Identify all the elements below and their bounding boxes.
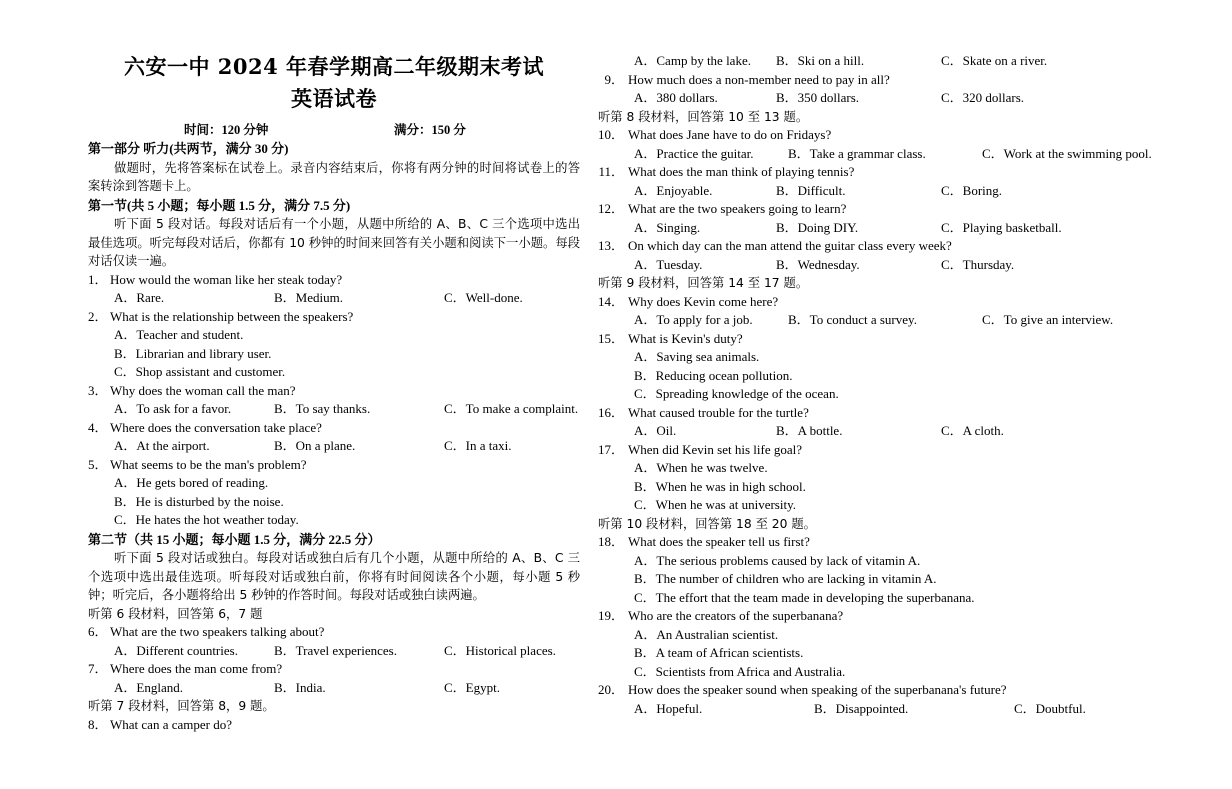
- section-2-instructions: 听下面 5 段对话或独白。每段对话或独白后有几个小题，从题中所给的 A、B、C 三个选项中选出最佳选项。听每段对话或独白前，你将有时间阅读各个小题，每小题 5 秒钟；听完后，各小题将给出 5 秒钟的作答时间。每段对话或独白读两遍。: [88, 551, 580, 602]
- question-stem: Why does Kevin come here?: [628, 293, 779, 309]
- listening-cue-material-6: 听第 6 段材料，回答第 6，7 题: [88, 606, 263, 621]
- question-option[interactable]: A．Tuesday.: [634, 256, 703, 272]
- question-option[interactable]: B．Travel experiences.: [274, 642, 397, 658]
- option-text: C．Shop assistant and customer.: [114, 364, 286, 379]
- question-option[interactable]: A．Oil.: [634, 423, 677, 438]
- question-option[interactable]: A．To apply for a job.: [634, 312, 753, 327]
- question-number: 12．: [598, 201, 625, 216]
- question-option[interactable]: B．Wednesday.: [776, 256, 860, 272]
- exam-total-score: 满分：150 分: [394, 123, 466, 137]
- title-block: [88, 0, 580, 114]
- question-option[interactable]: B．Disappointed.: [814, 700, 909, 716]
- questions-6-7: [88, 623, 580, 697]
- part-1-heading: 第一部分 听力(共两节，满分 30 分): [88, 141, 289, 156]
- question-option[interactable]: B．India.: [274, 679, 326, 695]
- question-option[interactable]: A．380 dollars.: [634, 90, 718, 105]
- option-text: A．The serious problems caused by lack of vitamin A.: [634, 552, 921, 568]
- question-number: 18．: [598, 534, 625, 549]
- question-option[interactable]: [598, 589, 1146, 608]
- questions-14-17: [598, 293, 1146, 515]
- question-row: [598, 293, 1146, 312]
- question-option[interactable]: [88, 474, 580, 493]
- question-option[interactable]: B．350 dollars.: [776, 90, 860, 105]
- question-option[interactable]: [598, 367, 1146, 386]
- question-number: 6．: [88, 624, 108, 639]
- option-text: A．When he was twelve.: [634, 460, 768, 475]
- question-options-row: [88, 679, 580, 698]
- listening-cue-material-7: 听第 7 段材料，回答第 8，9 题。: [88, 699, 275, 713]
- question-stem: How much does a non-member need to pay in all?: [628, 71, 890, 87]
- question-option[interactable]: C．Thursday.: [941, 256, 1015, 272]
- section-1-heading: 第一节(共 5 小题；每小题 1.5 分，满分 7.5 分): [88, 197, 351, 213]
- option-text: B．When he was in high school.: [634, 478, 806, 494]
- question-stem: What are the two speakers talking about?: [110, 624, 325, 639]
- question-stem: How does the speaker sound when speaking of the superbanana's future?: [628, 682, 1007, 697]
- question-8-options: [598, 52, 1146, 71]
- question-option[interactable]: C．Work at the swimming pool.: [982, 145, 1152, 161]
- right-column: [598, 0, 1152, 718]
- questions-1-5: [88, 271, 580, 530]
- question-option[interactable]: [88, 511, 580, 530]
- question-stem: On which day can the man attend the guitar class every week?: [628, 238, 952, 253]
- listening-cue-material-10: 听第 10 段材料，回答第 18 至 20 题。: [598, 516, 816, 531]
- question-row: [598, 404, 1146, 423]
- question-options-row: [598, 311, 1146, 330]
- question-row: [598, 163, 1146, 182]
- question-option[interactable]: [598, 478, 1146, 497]
- question-number: 4．: [88, 419, 108, 435]
- question-stem: What is the relationship between the speakers?: [110, 308, 354, 324]
- option-text: C．He hates the hot weather today.: [114, 512, 299, 527]
- question-row: [88, 623, 580, 642]
- question-8-stem: [88, 716, 580, 735]
- question-row: [88, 456, 580, 475]
- question-options-row: [88, 400, 580, 419]
- question-option[interactable]: [598, 626, 1146, 645]
- question-option[interactable]: B．To conduct a survey.: [788, 312, 917, 327]
- option-text: B．A team of African scientists.: [634, 645, 804, 660]
- question-option[interactable]: C．Skate on a river.: [941, 53, 1048, 68]
- question-number: 2．: [88, 308, 108, 324]
- question-number: 17．: [598, 441, 625, 457]
- question-option[interactable]: B．On a plane.: [274, 438, 356, 453]
- question-options-row: [598, 145, 1152, 164]
- question-row: [598, 126, 1146, 145]
- question-number: 11．: [598, 164, 624, 179]
- question-number: 5．: [88, 456, 108, 472]
- questions-18-20: [598, 533, 1146, 718]
- question-number: 14．: [598, 293, 625, 309]
- question-number: 3．: [88, 382, 108, 398]
- question-number: 1．: [88, 271, 108, 287]
- question-option[interactable]: [598, 385, 1146, 404]
- question-options-row: [598, 182, 1146, 201]
- question-row: [88, 308, 580, 327]
- question-9: [598, 71, 1146, 108]
- question-option[interactable]: A．At the airport.: [114, 438, 210, 453]
- question-row: [598, 533, 1146, 552]
- question-stem: What can a camper do?: [110, 716, 232, 732]
- question-row: [598, 237, 1146, 256]
- question-option[interactable]: [88, 493, 580, 512]
- questions-10-13: [598, 126, 1152, 274]
- question-row: [88, 716, 580, 735]
- question-number: 13．: [598, 238, 625, 253]
- question-option[interactable]: B．Ski on a hill.: [776, 53, 865, 68]
- question-option[interactable]: B．A bottle.: [776, 423, 843, 438]
- question-option[interactable]: A．Enjoyable.: [634, 182, 713, 198]
- question-stem: How would the woman like her steak today?: [110, 271, 343, 287]
- option-text: C．Spreading knowledge of the ocean.: [634, 386, 839, 401]
- question-option[interactable]: [88, 363, 580, 382]
- option-text: B．He is disturbed by the noise.: [114, 493, 284, 509]
- question-row: [598, 681, 1146, 700]
- section-1-instructions: 听下面 5 段对话。每段对话后有一个小题，从题中所给的 A、B、C 三个选项中选出最佳选项。听完每段对话后，你都有 10 秒钟的时间来回答有关小题和阅读下一小题。每段对话仅读一遍。: [88, 217, 580, 268]
- question-number: 19．: [598, 608, 625, 623]
- question-row: [88, 419, 580, 438]
- question-options-row: [598, 422, 1146, 441]
- question-option[interactable]: C．To make a complaint.: [444, 401, 579, 416]
- question-options-row: [598, 700, 1146, 719]
- option-text: A．Teacher and student.: [114, 327, 244, 342]
- question-option[interactable]: C．Boring.: [941, 182, 1003, 198]
- question-option[interactable]: B．To say thanks.: [274, 401, 371, 416]
- listening-cue-material-8: 听第 8 段材料，回答第 10 至 13 题。: [598, 109, 809, 124]
- question-option[interactable]: [598, 663, 1146, 682]
- question-stem: Why does the woman call the man?: [110, 382, 296, 398]
- question-stem: What caused trouble for the turtle?: [628, 404, 809, 420]
- question-option[interactable]: [598, 644, 1146, 663]
- question-option[interactable]: [598, 496, 1146, 515]
- section-2-heading: 第二节（共 15 小题；每小题 1.5 分，满分 22.5 分）: [88, 531, 381, 547]
- question-option[interactable]: [598, 459, 1146, 478]
- question-option[interactable]: [88, 345, 580, 364]
- question-stem: What seems to be the man's problem?: [110, 456, 307, 472]
- question-option[interactable]: [598, 570, 1146, 589]
- option-text: A．Saving sea animals.: [634, 349, 760, 364]
- question-option[interactable]: A．Rare.: [114, 290, 165, 305]
- option-text: B．The number of children who are lacking in vitamin A.: [634, 571, 937, 586]
- question-option[interactable]: A．Practice the guitar.: [634, 145, 754, 161]
- part-1-instructions: 做题时，先将答案标在试卷上。录音内容结束后，你将有两分钟的时间将试卷上的答案转涂到答题卡上。: [88, 160, 580, 193]
- question-stem: When did Kevin set his life goal?: [628, 441, 803, 457]
- listening-cue-material-9: 听第 9 段材料，回答第 14 至 17 题。: [598, 276, 809, 290]
- question-option[interactable]: [598, 552, 1146, 571]
- question-option[interactable]: C．Doubtful.: [1014, 700, 1086, 716]
- question-row: [88, 660, 580, 679]
- question-option[interactable]: [88, 326, 580, 345]
- question-row: [598, 71, 1146, 90]
- question-row: [88, 271, 580, 290]
- question-option[interactable]: A．England.: [114, 679, 183, 695]
- question-option[interactable]: C．Historical places.: [444, 642, 556, 658]
- option-text: B．Librarian and library user.: [114, 345, 272, 361]
- question-option[interactable]: C．Well-done.: [444, 290, 523, 305]
- question-stem: What does the speaker tell us first?: [628, 534, 810, 549]
- question-row: [88, 382, 580, 401]
- question-option[interactable]: B．Doing DIY.: [776, 219, 859, 235]
- question-stem: What does Jane have to do on Fridays?: [628, 127, 832, 142]
- question-row: [598, 607, 1146, 626]
- question-row: [598, 441, 1146, 460]
- question-option[interactable]: B．Take a grammar class.: [788, 145, 926, 161]
- question-option[interactable]: A．Singing.: [634, 219, 701, 235]
- question-options-row: [88, 437, 580, 456]
- page-title: 六安一中 2024 年春学期高二年级期末考试: [123, 54, 545, 79]
- question-number: 15．: [598, 330, 625, 346]
- question-option[interactable]: A．Camp by the lake.: [634, 53, 751, 68]
- question-number: 10．: [598, 127, 625, 142]
- question-option[interactable]: C．320 dollars.: [941, 90, 1025, 105]
- question-option[interactable]: C．To give an interview.: [982, 312, 1114, 327]
- question-option[interactable]: A．To ask for a favor.: [114, 401, 232, 416]
- question-stem: Where does the conversation take place?: [110, 419, 322, 435]
- question-options-row: [88, 642, 580, 661]
- question-options-row: [598, 89, 1146, 108]
- question-stem: Where does the man come from?: [110, 661, 283, 676]
- question-option[interactable]: A．Different countries.: [114, 642, 238, 658]
- question-option[interactable]: [598, 348, 1146, 367]
- option-text: B．Reducing ocean pollution.: [634, 367, 793, 383]
- question-option[interactable]: C．In a taxi.: [444, 438, 512, 453]
- question-number: 8．: [88, 716, 108, 732]
- question-option[interactable]: B．Difficult.: [776, 182, 846, 198]
- question-option[interactable]: C．A cloth.: [941, 423, 1004, 438]
- question-option[interactable]: A．Hopeful.: [634, 700, 703, 716]
- page-subtitle: 英语试卷: [291, 86, 377, 111]
- question-stem: What are the two speakers going to learn?: [628, 201, 847, 216]
- question-options-row: [598, 256, 1146, 275]
- question-row: [598, 330, 1146, 349]
- option-text: A．He gets bored of reading.: [114, 475, 269, 490]
- question-stem: What is Kevin's duty?: [628, 330, 743, 346]
- question-number: 7．: [88, 661, 108, 676]
- question-row: [598, 200, 1146, 219]
- option-text: C．Scientists from Africa and Australia.: [634, 663, 846, 679]
- question-number: 16．: [598, 404, 625, 420]
- question-option[interactable]: C．Egypt.: [444, 679, 500, 695]
- question-options-row: [88, 289, 580, 308]
- question-stem: Who are the creators of the superbanana?: [628, 608, 844, 623]
- exam-duration: 时间：120 分钟: [184, 123, 269, 137]
- option-text: C．When he was at university.: [634, 497, 796, 512]
- question-options-row: [598, 219, 1146, 238]
- question-number: 9．: [604, 71, 624, 87]
- question-stem: What does the man think of playing tennis?: [628, 164, 855, 179]
- left-column: [88, 0, 580, 734]
- question-option[interactable]: B．Medium.: [274, 290, 343, 305]
- option-text: A．An Australian scientist.: [634, 626, 779, 642]
- question-number: 20．: [598, 682, 625, 697]
- exam-meta-row: [88, 122, 580, 139]
- question-option[interactable]: C．Playing basketball.: [941, 219, 1062, 235]
- option-text: C．The effort that the team made in developing the superbanana.: [634, 589, 975, 605]
